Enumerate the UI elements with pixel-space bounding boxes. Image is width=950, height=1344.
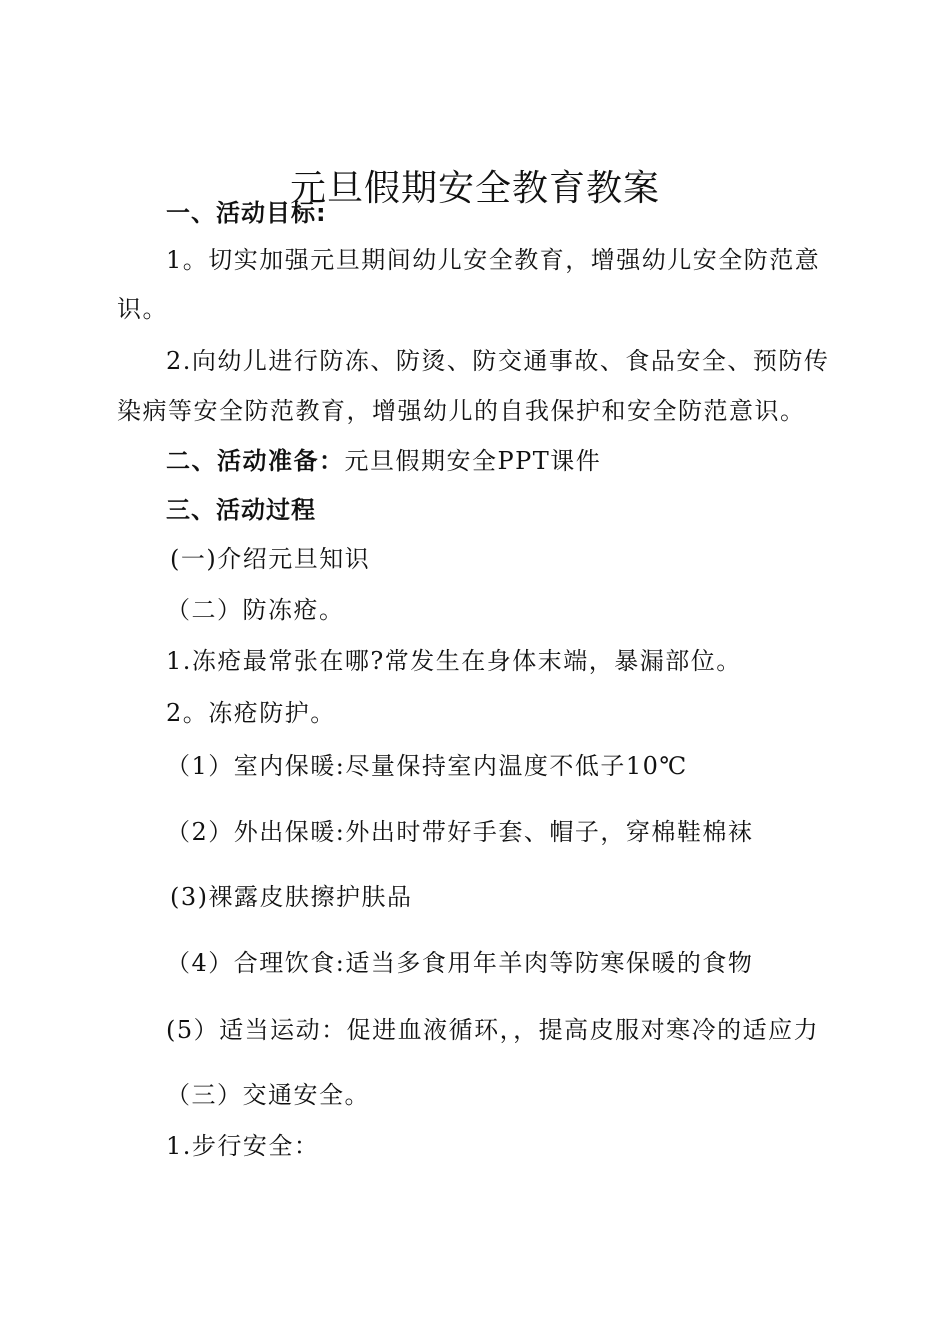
subsection-new-year-knowledge: (一)介绍元旦知识 xyxy=(170,545,371,573)
subsection-frostbite: （二）防冻疮。 xyxy=(166,596,345,624)
protection-item-1: （1）室内保暖:尽量保持室内温度不低子10℃ xyxy=(166,752,688,780)
preparation-text: 元旦假期安全PPT课件 xyxy=(344,447,602,475)
protection-item-3: (3)裸露皮肤擦护肤品 xyxy=(170,883,413,911)
section-heading-process: 三、活动过程 xyxy=(166,496,316,524)
protection-item-4: （4）合理饮食:适当多食用年羊肉等防寒保暖的食物 xyxy=(166,949,754,977)
goal-2-line-1: 2.向幼儿进行防冻、防烫、防交通事故、食品安全、预防传 xyxy=(166,347,830,375)
goal-2-line-2: 染病等安全防范教育，增强幼儿的自我保护和安全防范意识。 xyxy=(117,397,806,425)
subsection-traffic-safety: （三）交通安全。 xyxy=(166,1081,370,1109)
section-heading-preparation: 二、活动准备： xyxy=(166,447,345,475)
protection-item-2: （2）外出保暖:外出时带好手套、帽子，穿棉鞋棉袜 xyxy=(166,818,754,846)
section-preparation xyxy=(166,445,601,477)
frostbite-item-1: 1.冻疮最常张在哪?常发生在身体末端，暴漏部位。 xyxy=(166,647,742,675)
frostbite-item-2: 2。冻疮防护。 xyxy=(166,699,336,727)
goal-1-line-1: 1。切实加强元旦期间幼儿安全教育，增强幼儿安全防范意 xyxy=(166,246,821,274)
document-title: 元旦假期安全教育教案 xyxy=(289,168,660,210)
goal-1-line-2: 识。 xyxy=(117,295,168,323)
traffic-item-1: 1.步行安全： xyxy=(166,1132,320,1160)
section-heading-goals: 一、活动目标: xyxy=(166,199,327,227)
protection-item-5: (5）适当运动：促进血液循环，，提高皮服对寒冷的适应力 xyxy=(166,1016,820,1044)
